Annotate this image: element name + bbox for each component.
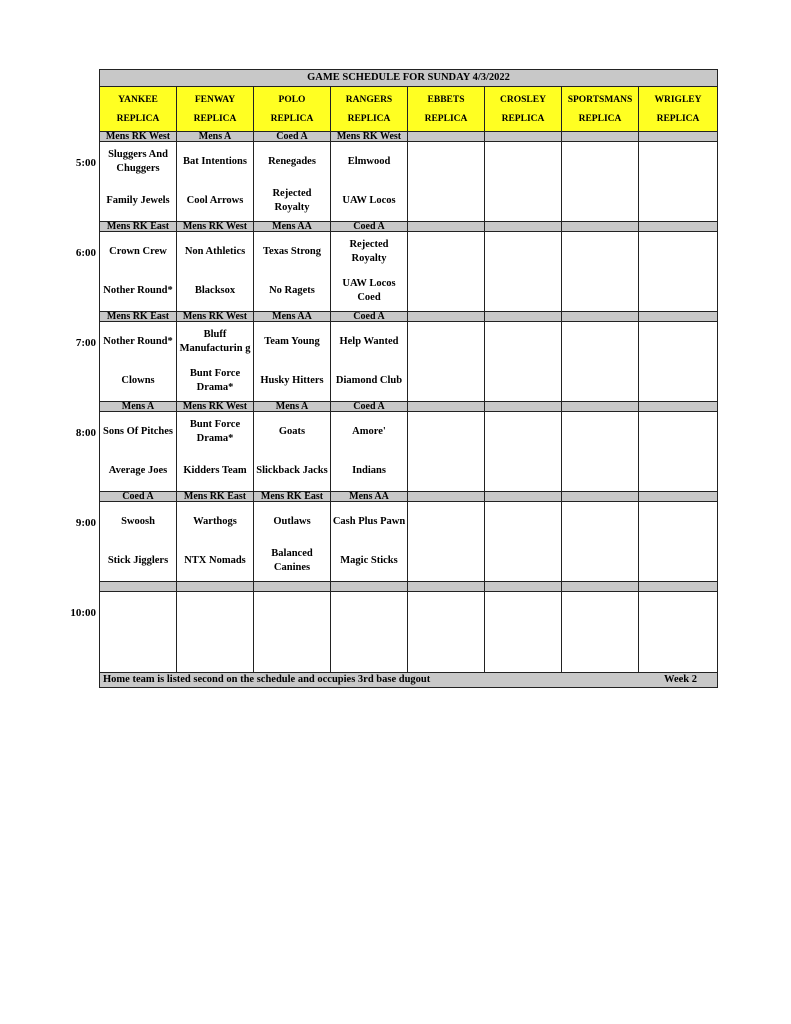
home-team: Average Joes [108,465,168,477]
away-team [639,592,717,632]
game-cell [100,412,177,491]
away-team: Team Young [264,335,320,347]
home-team [562,542,638,582]
away-team [562,232,638,272]
division-label: Mens A [177,132,254,141]
field-name: YANKEE [118,95,158,106]
game-cell [562,232,639,311]
away-team: Goats [278,425,306,437]
game-cell [331,502,408,581]
away-team [485,322,561,362]
time-slot-block [100,502,717,582]
field-subtitle: REPLICA [578,113,622,124]
home-team: Magic Sticks [340,555,398,567]
away-team [408,322,484,362]
field-header-6 [562,87,639,131]
division-label: Coed A [331,402,408,411]
game-cell [485,142,562,221]
home-team: Bunt Force Drama* [189,368,241,394]
field-header-row [100,87,717,132]
division-label: Mens AA [254,312,331,321]
game-cell [408,412,485,491]
home-team: Nother Round* [103,285,173,297]
away-team [639,412,717,452]
game-cell [408,322,485,401]
field-subtitle: REPLICA [347,113,391,124]
home-team: Rejected Royalty [272,188,312,214]
field-name: SPORTSMANS [567,95,633,106]
division-label: Mens AA [254,222,331,231]
game-cell [254,502,331,581]
home-team: UAW Locos [342,195,396,207]
game-cell [639,592,717,672]
time-label: 7:00 [75,336,96,349]
game-cell [562,412,639,491]
time-label: 8:00 [75,426,96,439]
game-cell [485,502,562,581]
home-team [562,272,638,312]
time-label: 5:00 [75,156,96,169]
home-team [485,182,561,222]
field-subtitle: REPLICA [270,113,314,124]
division-label: Coed A [331,222,408,231]
game-cell [408,592,485,672]
division-label [639,312,717,321]
away-team: Sluggers And Chuggers [108,148,168,174]
game-cell [177,232,254,311]
division-label: Mens RK East [177,492,254,501]
division-label: Mens RK East [100,312,177,321]
game-cell [177,592,254,672]
away-team: Texas Strong [262,245,322,257]
division-label [177,582,254,591]
field-subtitle: REPLICA [656,113,700,124]
home-team: Slickback Jacks [256,465,328,477]
field-header-1 [177,87,254,131]
field-header-5 [485,87,562,131]
game-cell [639,232,717,311]
division-label [562,222,639,231]
field-name: EBBETS [427,95,465,106]
game-cell [100,592,177,672]
division-band [100,312,717,322]
game-cell [639,412,717,491]
home-team: Stick Jigglers [107,555,169,567]
away-team [485,592,561,632]
division-label [639,492,717,501]
division-label: Coed A [100,492,177,501]
game-cell [562,502,639,581]
game-cell [100,502,177,581]
away-team [562,322,638,362]
division-band [100,582,717,592]
division-label [408,222,485,231]
home-team [408,632,484,672]
home-team [639,452,717,492]
division-label [408,402,485,411]
away-team [639,502,717,542]
division-label [562,492,639,501]
home-team [485,452,561,492]
home-team [639,632,717,672]
game-cell [254,232,331,311]
home-team [639,362,717,402]
away-team: Bluff Manufacturin g [179,328,251,354]
away-team: Nother Round* [103,335,173,347]
away-team: Sons Of Pitches [102,425,173,437]
division-label [485,222,562,231]
away-team [485,142,561,182]
division-label: Mens A [254,402,331,411]
away-team: Amore' [352,425,386,437]
home-team [408,452,484,492]
field-subtitle: REPLICA [424,113,468,124]
away-team [562,502,638,542]
home-team [485,362,561,402]
home-team: No Ragets [269,285,315,297]
field-name: WRIGLEY [654,95,702,106]
game-cell [100,232,177,311]
division-label [639,132,717,141]
away-team [331,592,407,632]
division-label [485,492,562,501]
division-label [331,582,408,591]
home-team: Indians [352,465,386,477]
away-team [408,592,484,632]
home-team [639,542,717,582]
home-team [562,362,638,402]
division-label [408,492,485,501]
away-team [562,412,638,452]
away-team: Rejected Royalty [349,238,389,264]
division-label [562,312,639,321]
field-subtitle: REPLICA [501,113,545,124]
division-label [100,582,177,591]
home-team [408,362,484,402]
division-label [639,402,717,411]
game-cell [254,142,331,221]
division-label [408,132,485,141]
home-team [100,632,176,672]
field-name: POLO [278,95,306,106]
game-cell [254,412,331,491]
away-team [485,232,561,272]
away-team: Warthogs [193,515,237,527]
home-team: Husky Hitters [260,375,324,387]
game-cell [639,502,717,581]
division-label: Mens RK West [177,222,254,231]
away-team [639,232,717,272]
division-band [100,402,717,412]
home-team [331,632,407,672]
game-cell [331,592,408,672]
division-band [100,132,717,142]
game-cell [177,412,254,491]
field-header-0 [100,87,177,131]
home-team [485,632,561,672]
away-team [408,142,484,182]
division-label: Mens A [100,402,177,411]
away-team [408,412,484,452]
away-team [177,592,253,632]
division-label: Mens RK West [100,132,177,141]
home-team [254,632,330,672]
home-team: Blacksox [194,285,236,297]
division-label [485,582,562,591]
away-team [639,142,717,182]
schedule-body [100,132,717,673]
time-slot-block [100,232,717,312]
division-label: Mens RK West [331,132,408,141]
away-team [562,592,638,632]
game-cell [562,322,639,401]
away-team [100,592,176,632]
time-slot-block [100,322,717,402]
field-header-4 [408,87,485,131]
game-cell [331,412,408,491]
away-team: Cash Plus Pawn [332,515,406,527]
field-subtitle: REPLICA [193,113,237,124]
home-team [177,632,253,672]
division-label: Coed A [331,312,408,321]
time-label: 9:00 [75,516,96,529]
division-label: Coed A [254,132,331,141]
home-team [562,182,638,222]
field-subtitle: REPLICA [116,113,160,124]
game-cell [408,142,485,221]
away-team [408,232,484,272]
game-cell [177,142,254,221]
game-cell [254,322,331,401]
game-cell [331,232,408,311]
game-cell [100,322,177,401]
home-team: NTX Nomads [184,555,246,567]
away-team: Outlaws [273,515,311,527]
game-cell [254,592,331,672]
field-header-3 [331,87,408,131]
time-label: 10:00 [70,606,96,619]
home-team [408,542,484,582]
time-slot-block [100,592,717,673]
time-label: 6:00 [75,246,96,259]
division-band [100,492,717,502]
game-cell [100,142,177,221]
game-cell [639,322,717,401]
home-team [408,182,484,222]
game-cell [177,502,254,581]
division-label [408,312,485,321]
division-label [639,582,717,591]
division-label [408,582,485,591]
home-team: Diamond Club [335,375,403,387]
game-cell [485,412,562,491]
field-name: FENWAY [194,95,236,106]
division-label [562,582,639,591]
home-team [639,182,717,222]
schedule-title: GAME SCHEDULE FOR SUNDAY 4/3/2022 [100,70,717,87]
division-label [485,402,562,411]
division-label: Mens RK East [100,222,177,231]
home-team: UAW Locos Coed [342,278,396,304]
field-header-7 [639,87,717,131]
game-cell [485,232,562,311]
game-cell [408,232,485,311]
away-team [639,322,717,362]
division-label: Mens RK West [177,312,254,321]
away-team: Bunt Force Drama* [189,418,241,444]
home-team [639,272,717,312]
time-slot-block [100,142,717,222]
away-team: Bat Intentions [183,155,247,167]
away-team: Elmwood [347,155,391,167]
away-team: Help Wanted [339,335,399,347]
away-team: Crown Crew [109,245,167,257]
game-cell [331,322,408,401]
division-label [562,132,639,141]
away-team: Non Athletics [184,245,246,257]
away-team [254,592,330,632]
division-label [639,222,717,231]
division-label [254,582,331,591]
away-team [408,502,484,542]
away-team: Renegades [268,155,316,167]
home-team: Kidders Team [183,465,247,477]
division-label: Mens AA [331,492,408,501]
division-band [100,222,717,232]
home-team [408,272,484,312]
game-cell [639,142,717,221]
schedule-sheet [99,69,718,688]
division-label: Mens RK East [254,492,331,501]
schedule-footer [100,673,717,687]
away-team: Swoosh [121,515,155,527]
game-cell [177,322,254,401]
game-cell [562,592,639,672]
away-team [485,502,561,542]
home-team: Family Jewels [106,195,170,207]
away-team [562,142,638,182]
field-name: CROSLEY [500,95,546,106]
home-team [562,452,638,492]
division-label [562,402,639,411]
field-name: RANGERS [345,95,393,106]
game-cell [408,502,485,581]
home-team: Cool Arrows [186,195,244,207]
home-team [485,542,561,582]
game-cell [562,142,639,221]
time-slot-block [100,412,717,492]
week-label: Week 2 [664,674,697,685]
home-team [562,632,638,672]
field-header-2 [254,87,331,131]
division-label [485,132,562,141]
away-team [485,412,561,452]
game-cell [485,322,562,401]
game-cell [485,592,562,672]
division-label [485,312,562,321]
home-team [485,272,561,312]
home-team-note: Home team is listed second on the schedule and occupies 3rd base dugout [103,674,431,685]
home-team: Balanced Canines [271,548,313,574]
division-label: Mens RK West [177,402,254,411]
game-cell [331,142,408,221]
home-team: Clowns [121,375,155,387]
